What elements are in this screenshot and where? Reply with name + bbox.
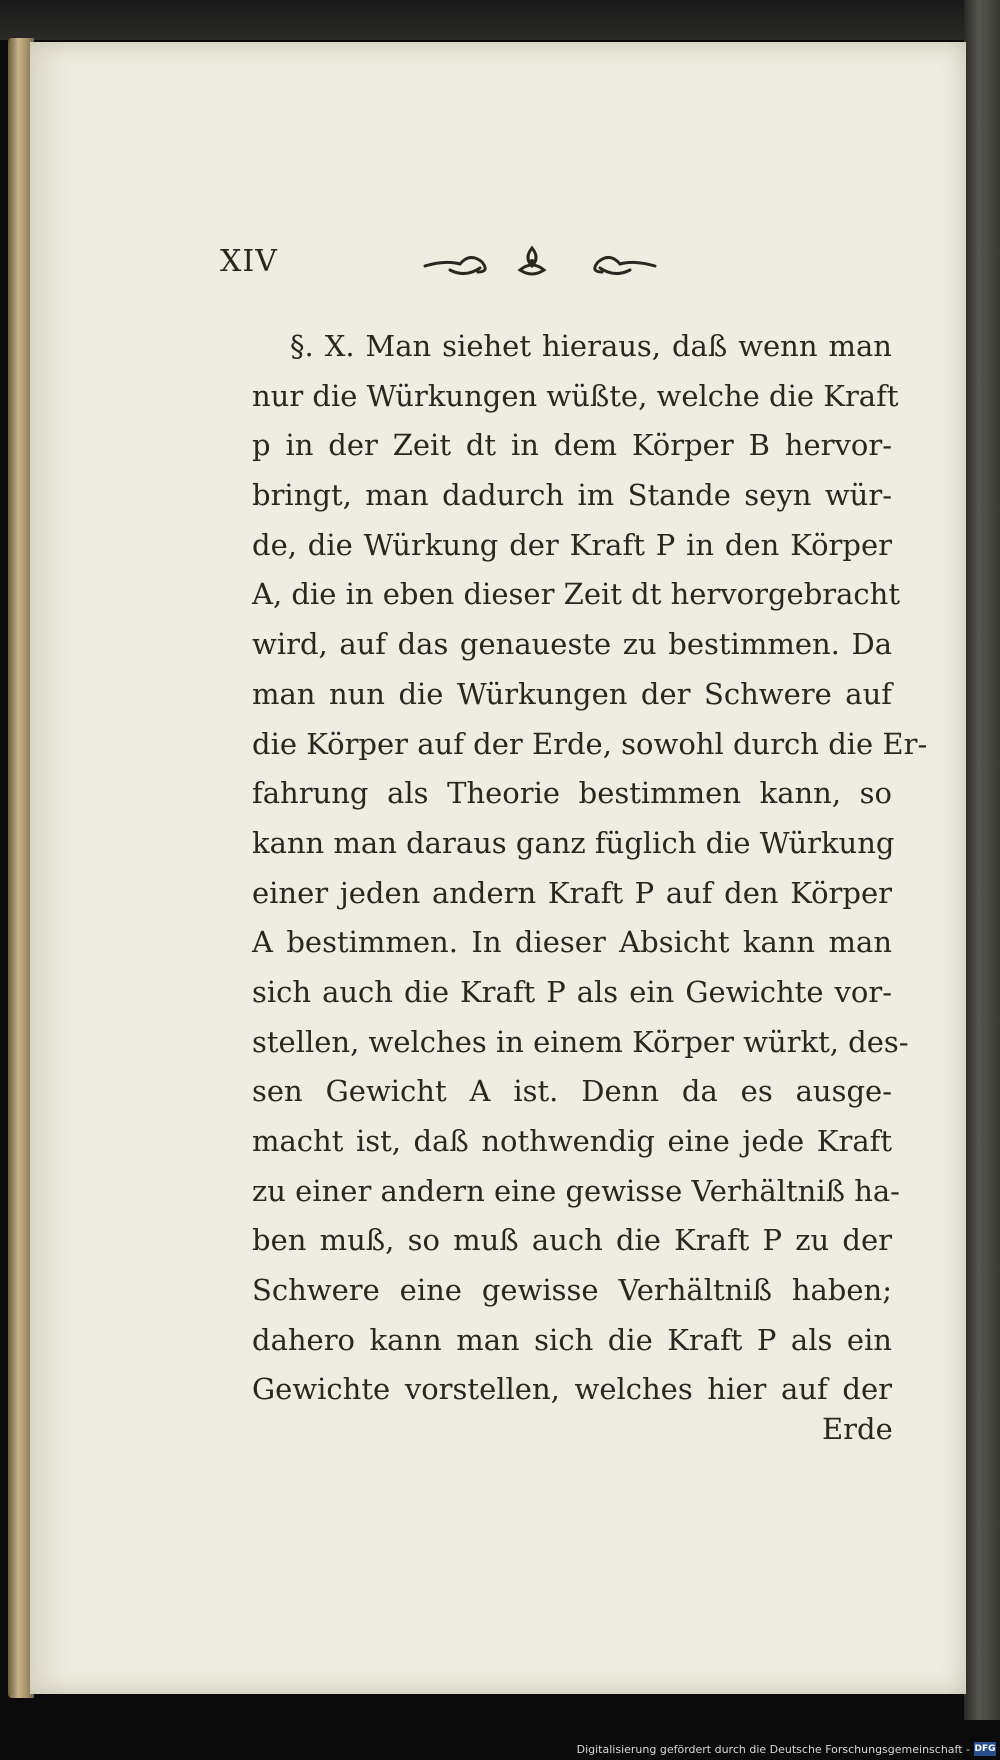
text-line: A bestimmen. In dieser Absicht kann man xyxy=(252,925,892,960)
text-line: A, die in eben dieser Zeit dt hervorgebracht xyxy=(252,577,900,612)
text-line: §. X. Man siehet hieraus, daß wenn man xyxy=(290,329,892,363)
text-line: stellen, welches in einem Körper würkt, des- xyxy=(252,1024,909,1059)
text-line: ben muß, so muß auch die Kraft P zu der xyxy=(252,1223,892,1258)
page-header xyxy=(220,242,720,302)
catchword: Erde xyxy=(822,1412,893,1446)
text-line: Schwere eine gewisse Verhältniß haben; xyxy=(252,1273,892,1308)
scan-top-shadow xyxy=(0,0,1000,40)
dfg-logo-icon: DFG xyxy=(974,1744,996,1754)
text-line: p in der Zeit dt in dem Körper B hervor- xyxy=(252,428,892,463)
text-line: einer jeden andern Kraft P auf den Körper xyxy=(252,875,892,910)
text-line: die Körper auf der Erde, sowohl durch die Er- xyxy=(252,726,928,761)
text-line: de, die Würkung der Kraft P in den Körper xyxy=(252,527,892,562)
text-line: macht ist, daß nothwendig eine jede Kraft xyxy=(252,1124,892,1158)
text-line: zu einer andern eine gewisse Verhältniß ha- xyxy=(252,1173,900,1208)
text-line: Gewichte vorstellen, welches hier auf der xyxy=(252,1372,892,1407)
book-page xyxy=(30,42,966,1694)
scan-right-edge xyxy=(964,0,1000,1720)
text-line: sich auch die Kraft P als ein Gewichte vor- xyxy=(252,974,892,1009)
text-line: fahrung als Theorie bestimmen kann, so xyxy=(252,776,892,811)
body-text xyxy=(252,322,928,1415)
text-line: nur die Würkungen wüßte, welche die Kraft xyxy=(252,378,899,413)
text-line: bringt, man dadurch im Stande seyn wür- xyxy=(252,478,892,513)
text-line: sen Gewicht A ist. Denn da es ausge- xyxy=(252,1074,892,1109)
text-line: wird, auf das genaueste zu bestimmen. Da xyxy=(252,627,892,662)
page-number: XIV xyxy=(220,244,278,279)
text-line: man nun die Würkungen der Schwere auf xyxy=(252,676,892,711)
footer-credit: Digitalisierung gefördert durch die Deutsche Forschungsgemeinschaft - xyxy=(576,1743,970,1756)
text-line: dahero kann man sich die Kraft P als ein xyxy=(252,1322,892,1357)
digitization-footer xyxy=(0,1740,1000,1760)
text-line: kann man daraus ganz füglich die Würkung xyxy=(252,825,895,860)
ornament-icon xyxy=(420,242,660,286)
